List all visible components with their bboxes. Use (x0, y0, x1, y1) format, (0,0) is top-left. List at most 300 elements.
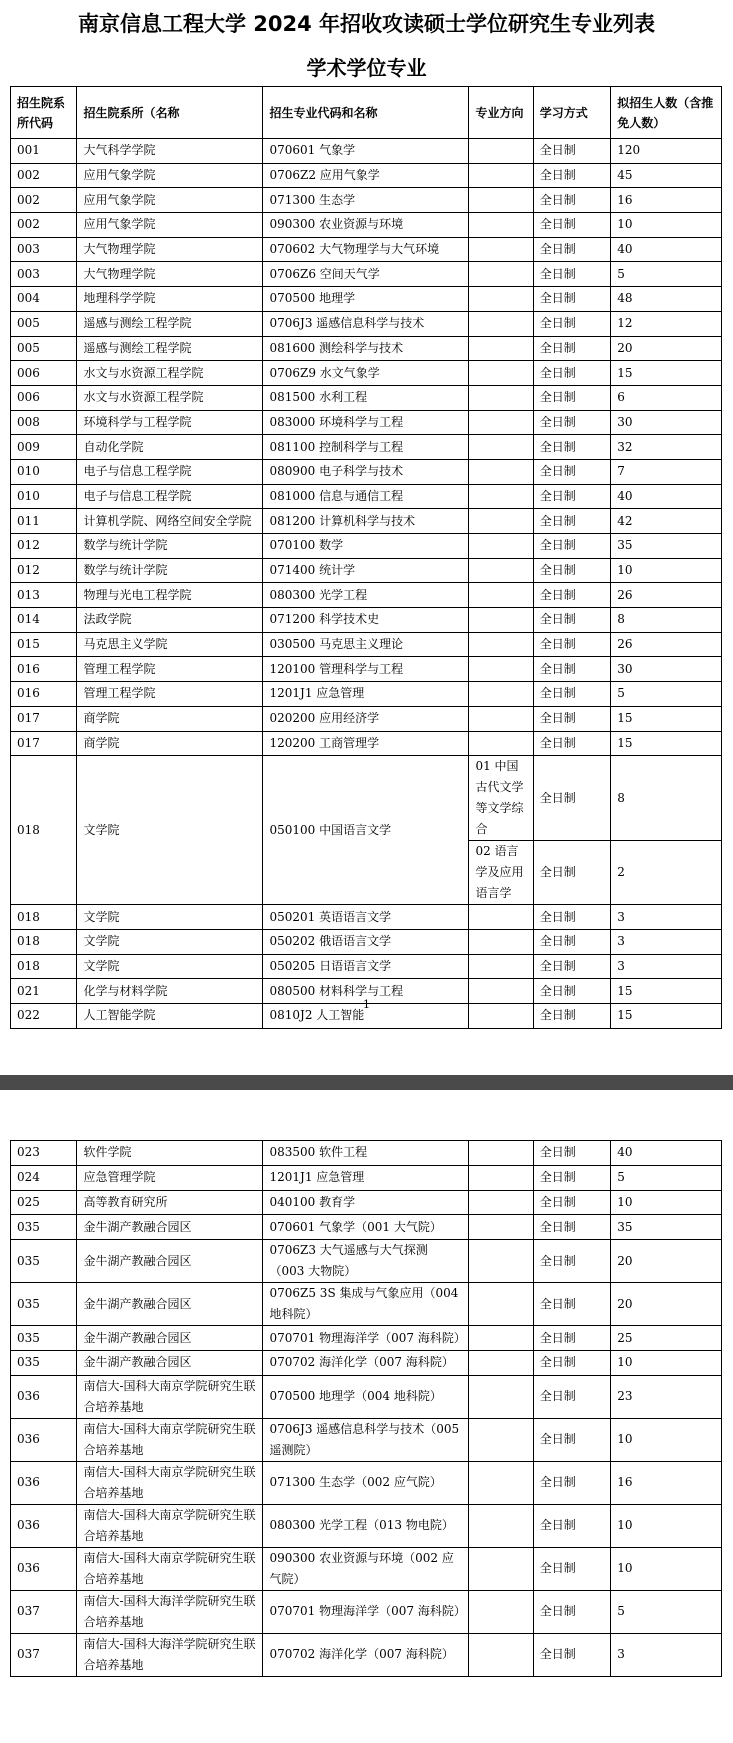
study-mode-cell: 全日制 (533, 1590, 611, 1633)
direction-cell (469, 1240, 533, 1283)
dept-name-cell: 自动化学院 (77, 435, 263, 460)
table-row (11, 756, 722, 841)
dept-code-cell: 035 (11, 1283, 77, 1326)
study-mode-cell: 全日制 (533, 608, 611, 633)
dept-name-cell: 商学院 (77, 731, 263, 756)
enrollment-cell: 35 (611, 1215, 722, 1240)
major-cell: 0706Z6 空间天气学 (263, 262, 469, 287)
enrollment-cell: 3 (611, 1633, 722, 1676)
dept-name-cell: 南信大-国科大海洋学院研究生联合培养基地 (77, 1633, 263, 1676)
direction-cell (469, 1418, 533, 1461)
enrollment-cell: 23 (611, 1375, 722, 1418)
dept-name-cell: 水文与水资源工程学院 (77, 361, 263, 386)
direction-cell (469, 905, 533, 930)
study-mode-cell: 全日制 (533, 1190, 611, 1215)
table-row (11, 657, 722, 682)
enrollment-cell: 10 (611, 1190, 722, 1215)
direction-cell (469, 731, 533, 756)
enrollment-cell: 8 (611, 756, 722, 841)
dept-name-cell: 文学院 (77, 929, 263, 954)
enrollment-cell: 40 (611, 1141, 722, 1166)
major-cell: 070500 地理学 (263, 287, 469, 312)
document-page-2 (0, 1090, 733, 1743)
table-row (11, 534, 722, 559)
major-cell: 083500 软件工程 (263, 1141, 469, 1166)
dept-code-cell: 005 (11, 311, 77, 336)
study-mode-cell: 全日制 (533, 484, 611, 509)
table-row (11, 1418, 722, 1461)
dept-code-cell: 003 (11, 262, 77, 287)
dept-code-cell: 035 (11, 1240, 77, 1283)
major-cell: 030500 马克思主义理论 (263, 632, 469, 657)
major-cell: 081000 信息与通信工程 (263, 484, 469, 509)
study-mode-cell: 全日制 (533, 139, 611, 164)
major-cell: 081600 测绘科学与技术 (263, 336, 469, 361)
study-mode-cell: 全日制 (533, 1326, 611, 1351)
direction-cell (469, 929, 533, 954)
enrollment-cell: 10 (611, 1547, 722, 1590)
dept-code-cell: 013 (11, 583, 77, 608)
direction-cell (469, 385, 533, 410)
major-cell: 071300 生态学（002 应气院） (263, 1461, 469, 1504)
study-mode-cell: 全日制 (533, 1240, 611, 1283)
major-cell: 081500 水利工程 (263, 385, 469, 410)
direction-cell (469, 1504, 533, 1547)
dept-code-cell: 011 (11, 509, 77, 534)
major-cell: 081200 计算机科学与技术 (263, 509, 469, 534)
study-mode-cell: 全日制 (533, 841, 611, 905)
table-row (11, 262, 722, 287)
dept-code-cell: 036 (11, 1461, 77, 1504)
dept-name-cell: 环境科学与工程学院 (77, 410, 263, 435)
major-cell: 020200 应用经济学 (263, 706, 469, 731)
table-row (11, 361, 722, 386)
study-mode-cell: 全日制 (533, 1547, 611, 1590)
enrollment-cell: 5 (611, 262, 722, 287)
table-row (11, 558, 722, 583)
table-row (11, 188, 722, 213)
enrollment-cell: 26 (611, 583, 722, 608)
dept-name-cell: 南信大-国科大南京学院研究生联合培养基地 (77, 1547, 263, 1590)
direction-cell (469, 287, 533, 312)
enrollment-cell: 35 (611, 534, 722, 559)
study-mode-cell: 全日制 (533, 905, 611, 930)
dept-name-cell: 金牛湖产教融合园区 (77, 1215, 263, 1240)
study-mode-cell: 全日制 (533, 756, 611, 841)
enrollment-cell: 2 (611, 841, 722, 905)
dept-code-cell: 002 (11, 163, 77, 188)
major-cell: 0810J2 人工智能 (263, 1003, 469, 1028)
page-subtitle: 学术学位专业 (306, 56, 427, 80)
study-mode-cell: 全日制 (533, 534, 611, 559)
direction-cell (469, 682, 533, 707)
header-enrollment: 拟招生人数（含推免人数） (611, 87, 722, 139)
table-row (11, 954, 722, 979)
dept-name-cell: 大气物理学院 (77, 262, 263, 287)
study-mode-cell: 全日制 (533, 1461, 611, 1504)
dept-name-cell: 文学院 (77, 905, 263, 930)
major-cell: 0706Z9 水文气象学 (263, 361, 469, 386)
table-row (11, 1165, 722, 1190)
major-cell: 050100 中国语言文学 (263, 756, 469, 905)
enrollment-cell: 10 (611, 1350, 722, 1375)
dept-code-cell: 018 (11, 905, 77, 930)
header-dept-name: 招生院系所（名称 (77, 87, 263, 139)
table-header-row (11, 87, 722, 139)
enrollment-cell: 30 (611, 657, 722, 682)
direction-cell (469, 1190, 533, 1215)
direction-cell (469, 237, 533, 262)
table-row (11, 385, 722, 410)
dept-name-cell: 水文与水资源工程学院 (77, 385, 263, 410)
dept-name-cell: 金牛湖产教融合园区 (77, 1350, 263, 1375)
major-cell: 080900 电子科学与技术 (263, 459, 469, 484)
dept-name-cell: 物理与光电工程学院 (77, 583, 263, 608)
dept-name-cell: 管理工程学院 (77, 657, 263, 682)
dept-name-cell: 电子与信息工程学院 (77, 484, 263, 509)
direction-cell (469, 632, 533, 657)
study-mode-cell: 全日制 (533, 163, 611, 188)
direction-cell (469, 262, 533, 287)
major-cell: 1201J1 应急管理 (263, 1165, 469, 1190)
enrollment-cell: 8 (611, 608, 722, 633)
enrollment-cell: 6 (611, 385, 722, 410)
study-mode-cell: 全日制 (533, 1141, 611, 1166)
table-row (11, 1215, 722, 1240)
dept-name-cell: 应急管理学院 (77, 1165, 263, 1190)
study-mode-cell: 全日制 (533, 706, 611, 731)
dept-code-cell: 023 (11, 1141, 77, 1166)
dept-code-cell: 017 (11, 731, 77, 756)
dept-name-cell: 应用气象学院 (77, 213, 263, 238)
table-row (11, 484, 722, 509)
major-cell: 081100 控制科学与工程 (263, 435, 469, 460)
study-mode-cell: 全日制 (533, 188, 611, 213)
dept-name-cell: 南信大-国科大南京学院研究生联合培养基地 (77, 1504, 263, 1547)
study-mode-cell: 全日制 (533, 1418, 611, 1461)
enrollment-cell: 25 (611, 1326, 722, 1351)
table-row (11, 632, 722, 657)
major-cell: 070701 物理海洋学（007 海科院） (263, 1590, 469, 1633)
major-cell: 071200 科学技术史 (263, 608, 469, 633)
major-cell: 071400 统计学 (263, 558, 469, 583)
table-row (11, 139, 722, 164)
dept-name-cell: 文学院 (77, 756, 263, 905)
dept-name-cell: 计算机学院、网络空间安全学院 (77, 509, 263, 534)
study-mode-cell: 全日制 (533, 459, 611, 484)
direction-cell (469, 583, 533, 608)
enrollment-cell: 3 (611, 954, 722, 979)
page-title: 南京信息工程大学 2024 年招收攻读硕士学位研究生专业列表 (77, 12, 656, 36)
dept-name-cell: 南信大-国科大南京学院研究生联合培养基地 (77, 1461, 263, 1504)
direction-cell (469, 1375, 533, 1418)
enrollment-cell: 5 (611, 682, 722, 707)
dept-code-cell: 036 (11, 1547, 77, 1590)
major-cell: 070601 气象学（001 大气院） (263, 1215, 469, 1240)
dept-name-cell: 大气科学学院 (77, 139, 263, 164)
dept-code-cell: 037 (11, 1633, 77, 1676)
major-cell: 040100 教育学 (263, 1190, 469, 1215)
dept-code-cell: 009 (11, 435, 77, 460)
enrollment-cell: 40 (611, 484, 722, 509)
direction-cell (469, 361, 533, 386)
enrollment-cell: 7 (611, 459, 722, 484)
major-cell: 0706Z5 3S 集成与气象应用（004 地科院） (263, 1283, 469, 1326)
direction-cell (469, 139, 533, 164)
direction-cell (469, 1215, 533, 1240)
table-row (11, 583, 722, 608)
table-row (11, 1240, 722, 1283)
major-cell: 0706J3 遥感信息科学与技术 (263, 311, 469, 336)
table-row (11, 608, 722, 633)
direction-cell (469, 435, 533, 460)
study-mode-cell: 全日制 (533, 311, 611, 336)
major-cell: 050202 俄语语言文学 (263, 929, 469, 954)
enrollment-cell: 32 (611, 435, 722, 460)
dept-code-cell: 002 (11, 213, 77, 238)
direction-cell (469, 1633, 533, 1676)
enrollment-cell: 45 (611, 163, 722, 188)
table-row (11, 410, 722, 435)
table-row (11, 1326, 722, 1351)
dept-code-cell: 014 (11, 608, 77, 633)
enrollment-cell: 5 (611, 1165, 722, 1190)
enrollment-cell: 5 (611, 1590, 722, 1633)
study-mode-cell: 全日制 (533, 213, 611, 238)
major-cell: 090300 农业资源与环境 (263, 213, 469, 238)
major-cell: 070100 数学 (263, 534, 469, 559)
major-cell: 083000 环境科学与工程 (263, 410, 469, 435)
table-row (11, 509, 722, 534)
study-mode-cell: 全日制 (533, 632, 611, 657)
table-row (11, 287, 722, 312)
enrollment-cell: 10 (611, 1418, 722, 1461)
table-row (11, 682, 722, 707)
direction-cell (469, 1590, 533, 1633)
study-mode-cell: 全日制 (533, 336, 611, 361)
table-row (11, 311, 722, 336)
dept-code-cell: 006 (11, 385, 77, 410)
direction-cell (469, 484, 533, 509)
direction-cell (469, 163, 533, 188)
dept-name-cell: 金牛湖产教融合园区 (77, 1283, 263, 1326)
direction-cell (469, 1326, 533, 1351)
dept-code-cell: 017 (11, 706, 77, 731)
table-row (11, 706, 722, 731)
enrollment-cell: 30 (611, 410, 722, 435)
enrollment-cell: 15 (611, 361, 722, 386)
dept-code-cell: 025 (11, 1190, 77, 1215)
study-mode-cell: 全日制 (533, 1165, 611, 1190)
dept-code-cell: 036 (11, 1504, 77, 1547)
dept-code-cell: 016 (11, 682, 77, 707)
enrollment-cell: 120 (611, 139, 722, 164)
direction-cell (469, 706, 533, 731)
table-row (11, 905, 722, 930)
dept-name-cell: 南信大-国科大海洋学院研究生联合培养基地 (77, 1590, 263, 1633)
dept-code-cell: 035 (11, 1350, 77, 1375)
study-mode-cell: 全日制 (533, 929, 611, 954)
enrollment-cell: 20 (611, 336, 722, 361)
major-cell: 071300 生态学 (263, 188, 469, 213)
dept-code-cell: 010 (11, 459, 77, 484)
direction-cell (469, 213, 533, 238)
major-cell: 070601 气象学 (263, 139, 469, 164)
enrollment-cell: 15 (611, 706, 722, 731)
direction-cell: 02 语言学及应用语言学 (469, 841, 533, 905)
dept-name-cell: 金牛湖产教融合园区 (77, 1240, 263, 1283)
study-mode-cell: 全日制 (533, 682, 611, 707)
major-cell: 070500 地理学（004 地科院） (263, 1375, 469, 1418)
dept-code-cell: 008 (11, 410, 77, 435)
dept-code-cell: 012 (11, 558, 77, 583)
dept-name-cell: 遥感与测绘工程学院 (77, 336, 263, 361)
table-row (11, 163, 722, 188)
dept-name-cell: 南信大-国科大南京学院研究生联合培养基地 (77, 1375, 263, 1418)
major-cell: 070701 物理海洋学（007 海科院） (263, 1326, 469, 1351)
study-mode-cell: 全日制 (533, 1350, 611, 1375)
major-cell: 070702 海洋化学（007 海科院） (263, 1633, 469, 1676)
direction-cell (469, 1141, 533, 1166)
header-direction: 专业方向 (469, 87, 533, 139)
dept-code-cell: 016 (11, 657, 77, 682)
study-mode-cell: 全日制 (533, 979, 611, 1004)
dept-code-cell: 005 (11, 336, 77, 361)
table-row (11, 435, 722, 460)
direction-cell: 01 中国古代文学等文学综合 (469, 756, 533, 841)
major-cell: 0706J3 遥感信息科学与技术（005 遥测院） (263, 1418, 469, 1461)
dept-code-cell: 022 (11, 1003, 77, 1028)
direction-cell (469, 1461, 533, 1504)
dept-name-cell: 文学院 (77, 954, 263, 979)
dept-name-cell: 金牛湖产教融合园区 (77, 1326, 263, 1351)
dept-code-cell: 037 (11, 1590, 77, 1633)
study-mode-cell: 全日制 (533, 287, 611, 312)
major-cell: 120100 管理科学与工程 (263, 657, 469, 682)
study-mode-cell: 全日制 (533, 731, 611, 756)
dept-code-cell: 018 (11, 954, 77, 979)
dept-name-cell: 马克思主义学院 (77, 632, 263, 657)
table-row (11, 1590, 722, 1633)
dept-name-cell: 应用气象学院 (77, 163, 263, 188)
dept-code-cell: 036 (11, 1375, 77, 1418)
study-mode-cell: 全日制 (533, 410, 611, 435)
header-dept-code: 招生院系所代码 (11, 87, 77, 139)
major-cell: 050201 英语语言文学 (263, 905, 469, 930)
table-row (11, 1190, 722, 1215)
study-mode-cell: 全日制 (533, 435, 611, 460)
dept-code-cell: 010 (11, 484, 77, 509)
dept-name-cell: 数学与统计学院 (77, 534, 263, 559)
table-row (11, 237, 722, 262)
table-row (11, 1141, 722, 1166)
dept-code-cell: 015 (11, 632, 77, 657)
enrollment-cell: 16 (611, 1461, 722, 1504)
table-row (11, 929, 722, 954)
dept-name-cell: 应用气象学院 (77, 188, 263, 213)
study-mode-cell: 全日制 (533, 361, 611, 386)
enrollment-cell: 3 (611, 929, 722, 954)
major-cell: 070602 大气物理学与大气环境 (263, 237, 469, 262)
major-cell: 050205 日语语言文学 (263, 954, 469, 979)
dept-code-cell: 001 (11, 139, 77, 164)
dept-code-cell: 035 (11, 1326, 77, 1351)
direction-cell (469, 954, 533, 979)
direction-cell (469, 534, 533, 559)
direction-cell (469, 410, 533, 435)
dept-name-cell: 数学与统计学院 (77, 558, 263, 583)
dept-code-cell: 012 (11, 534, 77, 559)
dept-name-cell: 商学院 (77, 706, 263, 731)
direction-cell (469, 311, 533, 336)
major-cell: 080300 光学工程（013 物电院） (263, 1504, 469, 1547)
dept-code-cell: 035 (11, 1215, 77, 1240)
table-row (11, 1283, 722, 1326)
study-mode-cell: 全日制 (533, 1375, 611, 1418)
major-cell: 0706Z3 大气遥感与大气探测（003 大物院） (263, 1240, 469, 1283)
dept-name-cell: 高等教育研究所 (77, 1190, 263, 1215)
study-mode-cell: 全日制 (533, 558, 611, 583)
enrollment-cell: 20 (611, 1283, 722, 1326)
direction-cell (469, 558, 533, 583)
enrollment-cell: 40 (611, 237, 722, 262)
dept-name-cell: 遥感与测绘工程学院 (77, 311, 263, 336)
study-mode-cell: 全日制 (533, 509, 611, 534)
study-mode-cell: 全日制 (533, 1215, 611, 1240)
table-row (11, 1547, 722, 1590)
table-row (11, 1375, 722, 1418)
dept-code-cell: 006 (11, 361, 77, 386)
dept-name-cell: 人工智能学院 (77, 1003, 263, 1028)
study-mode-cell: 全日制 (533, 657, 611, 682)
dept-name-cell: 南信大-国科大南京学院研究生联合培养基地 (77, 1418, 263, 1461)
major-cell: 080300 光学工程 (263, 583, 469, 608)
major-cell: 090300 农业资源与环境（002 应气院） (263, 1547, 469, 1590)
enrollment-cell: 15 (611, 731, 722, 756)
dept-name-cell: 电子与信息工程学院 (77, 459, 263, 484)
study-mode-cell: 全日制 (533, 237, 611, 262)
study-mode-cell: 全日制 (533, 954, 611, 979)
table-row (11, 1633, 722, 1676)
page-separator (0, 1075, 733, 1090)
dept-code-cell: 036 (11, 1418, 77, 1461)
page-number: 1 (363, 998, 370, 1011)
enrollment-cell: 48 (611, 287, 722, 312)
dept-code-cell: 004 (11, 287, 77, 312)
enrollment-cell: 16 (611, 188, 722, 213)
major-cell: 120200 工商管理学 (263, 731, 469, 756)
enrollment-cell: 15 (611, 1003, 722, 1028)
direction-cell (469, 459, 533, 484)
enrollment-cell: 42 (611, 509, 722, 534)
table-row (11, 459, 722, 484)
dept-name-cell: 软件学院 (77, 1141, 263, 1166)
enrollment-cell: 20 (611, 1240, 722, 1283)
study-mode-cell: 全日制 (533, 262, 611, 287)
major-cell: 0706Z2 应用气象学 (263, 163, 469, 188)
study-mode-cell: 全日制 (533, 1003, 611, 1028)
study-mode-cell: 全日制 (533, 1283, 611, 1326)
dept-name-cell: 管理工程学院 (77, 682, 263, 707)
direction-cell (469, 657, 533, 682)
table-row (11, 213, 722, 238)
direction-cell (469, 1165, 533, 1190)
enrollment-cell: 10 (611, 213, 722, 238)
dept-code-cell: 018 (11, 929, 77, 954)
enrollment-cell: 26 (611, 632, 722, 657)
enrollment-cell: 3 (611, 905, 722, 930)
header-major: 招生专业代码和名称 (263, 87, 469, 139)
